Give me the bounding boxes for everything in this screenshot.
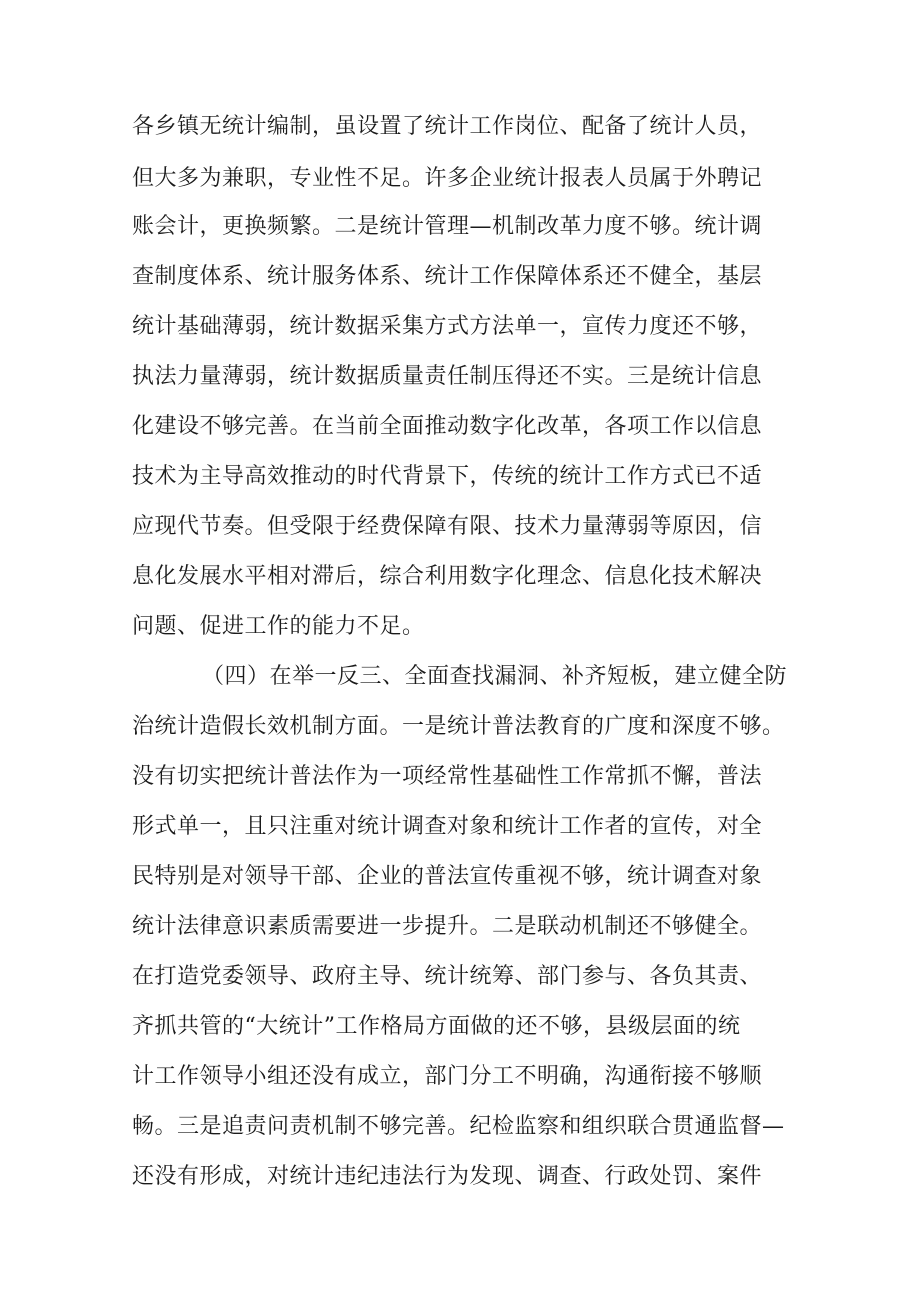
text-line: 账会计，更换频繁。二是统计管理—机制改革力度不够。统计调 bbox=[132, 214, 763, 239]
text-line: 形式单一，且只注重对统计调查对象和统计工作者的宣传，对全 bbox=[132, 814, 763, 839]
text-line: 计工作领导小组还没有成立，部门分工不明确，沟通衔接不够顺 bbox=[132, 1064, 763, 1089]
text-line: 但大多为兼职，专业性不足。许多企业统计报表人员属于外聘记 bbox=[132, 166, 763, 191]
text-line: 还没有形成，对统计违纪违法行为发现、调查、行政处罚、案件 bbox=[132, 1164, 763, 1189]
text-line: 各乡镇无统计编制，虽设置了统计工作岗位、配备了统计人员， bbox=[132, 114, 763, 139]
text-line: 没有切实把统计普法作为一项经常性基础性工作常抓不懈，普法 bbox=[132, 764, 763, 789]
text-line: 查制度体系、统计服务体系、统计工作保障体系还不健全，基层 bbox=[132, 264, 763, 289]
text-line: 齐抓共管的“大统计”工作格局方面做的还不够，县级层面的统 bbox=[132, 1014, 741, 1039]
text-line: 统计基础薄弱，统计数据采集方式方法单一，宣传力度还不够， bbox=[132, 314, 763, 339]
text-line: 应现代节奏。但受限于经费保障有限、技术力量薄弱等原因，信 bbox=[132, 514, 763, 539]
text-line: 畅。三是追责问责机制不够完善。纪检监察和组织联合贯通监督— bbox=[132, 1114, 785, 1139]
text-line: 化建设不够完善。在当前全面推动数字化改革，各项工作以信息 bbox=[132, 414, 763, 439]
text-line: 技术为主导高效推动的时代背景下，传统的统计工作方式已不适 bbox=[132, 464, 763, 489]
text-line: 在打造党委领导、政府主导、统计统筹、部门参与、各负其责、 bbox=[132, 964, 763, 989]
text-line: 问题、促进工作的能力不足。 bbox=[132, 614, 425, 639]
text-line: 治统计造假长效机制方面。一是统计普法教育的广度和深度不够。 bbox=[132, 714, 785, 739]
text-line: 执法力量薄弱，统计数据质量责任制压得还不实。三是统计信息 bbox=[132, 364, 763, 389]
text-line: 息化发展水平相对滞后，综合利用数字化理念、信息化技术解决 bbox=[132, 564, 763, 589]
text-line: 民特别是对领导干部、企业的普法宣传重视不够，统计调查对象 bbox=[132, 864, 763, 889]
text-line: 统计法律意识素质需要进一步提升。二是联动机制还不够健全。 bbox=[132, 914, 763, 939]
paragraph-first-line: （四）在举一反三、全面查找漏洞、补齐短板，建立健全防 bbox=[202, 664, 788, 689]
